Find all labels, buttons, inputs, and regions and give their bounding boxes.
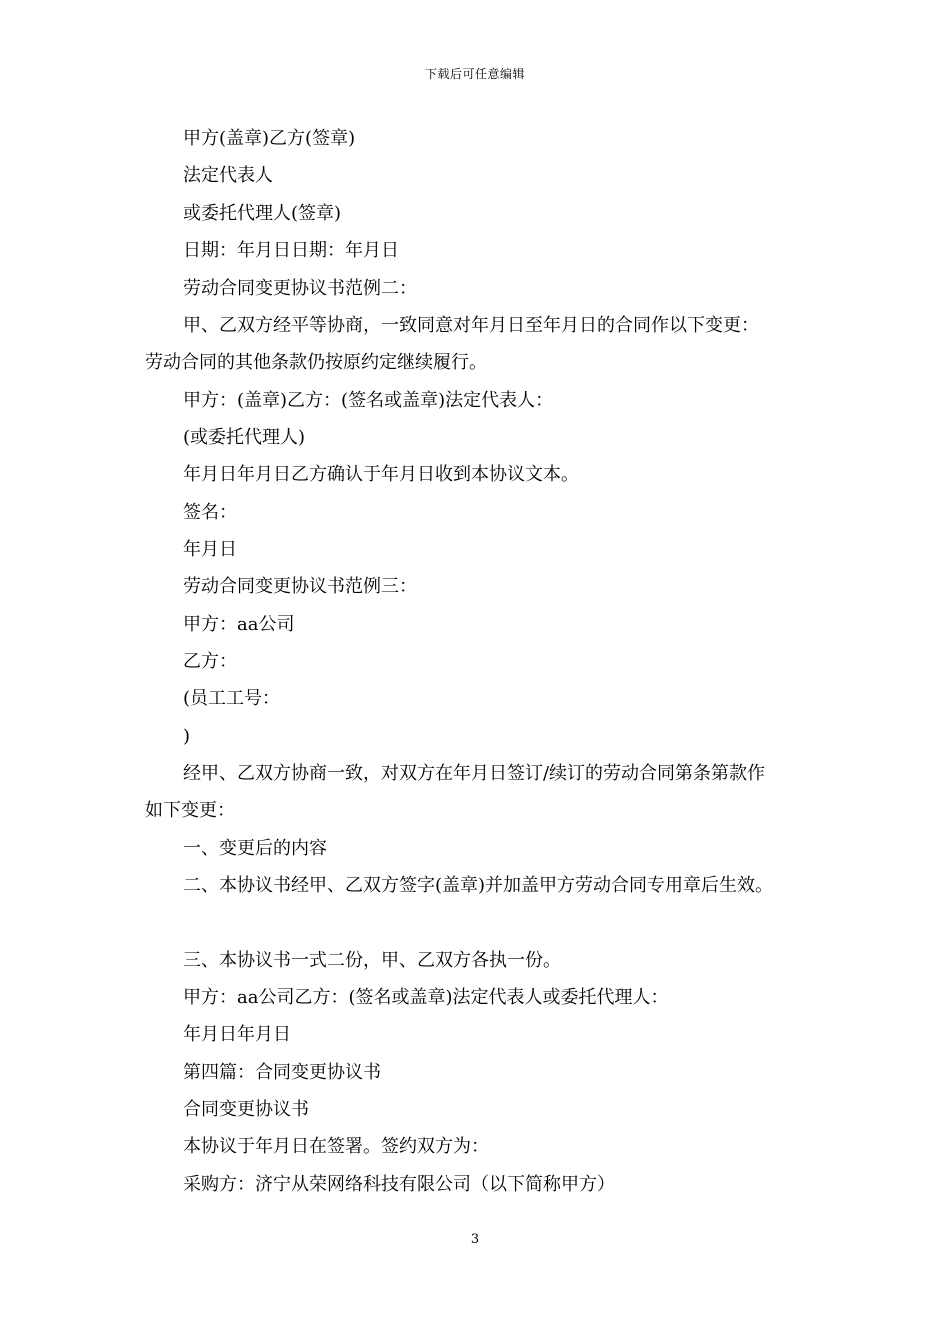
text-line: 甲方：aa公司 xyxy=(183,614,295,635)
text-line: 三、本协议书一式二份，甲、乙双方各执一份。 xyxy=(183,950,561,971)
text-line: 签名： xyxy=(183,502,237,523)
text-line: 日期：年月日日期：年月日 xyxy=(183,240,399,261)
page-header: 下载后可任意编辑 xyxy=(424,67,525,81)
text-line: 甲方：(盖章)乙方：(签名或盖章)法定代表人： xyxy=(183,390,554,411)
text-line: 劳动合同变更协议书范例二： xyxy=(183,278,417,299)
text-line: 第四篇：合同变更协议书 xyxy=(183,1062,381,1083)
text-line: 经甲、乙双方协商一致，对双方在年月日签订/续订的劳动合同第条第款作 xyxy=(183,763,766,784)
text-line: (或委托代理人) xyxy=(183,427,306,448)
text-line: 甲方：aa公司乙方：(签名或盖章)法定代表人或委托代理人： xyxy=(183,987,669,1008)
text-line: 劳动合同变更协议书范例三： xyxy=(183,576,417,597)
text-line: 法定代表人 xyxy=(183,165,273,186)
text-line: 乙方： xyxy=(183,651,237,672)
text-line: 二、本协议书经甲、乙双方签字(盖章)并加盖甲方劳动合同专用章后生效。 xyxy=(183,875,774,896)
text-line: 甲方(盖章)乙方(签章) xyxy=(183,128,356,149)
text-line: 劳动合同的其他条款仍按原约定继续履行。 xyxy=(145,352,487,373)
text-line: 或委托代理人(签章) xyxy=(183,203,342,224)
text-line: 甲、乙双方经平等协商，一致同意对年月日至年月日的合同作以下变更： xyxy=(183,315,759,336)
page-number: 3 xyxy=(470,1232,480,1247)
text-line: 年月日年月日乙方确认于年月日收到本协议文本。 xyxy=(183,464,579,485)
text-line: 合同变更协议书 xyxy=(183,1099,309,1120)
text-line: 采购方：济宁从荣网络科技有限公司（以下简称甲方） xyxy=(183,1174,615,1195)
text-line: (员工工号： xyxy=(183,688,281,709)
text-line: 年月日 xyxy=(183,539,237,560)
text-line: 一、变更后的内容 xyxy=(183,838,327,859)
text-line: 如下变更： xyxy=(145,800,235,821)
text-line: ) xyxy=(183,726,191,747)
text-line: 本协议于年月日在签署。签约双方为： xyxy=(183,1136,489,1157)
text-line: 年月日年月日 xyxy=(183,1024,291,1045)
